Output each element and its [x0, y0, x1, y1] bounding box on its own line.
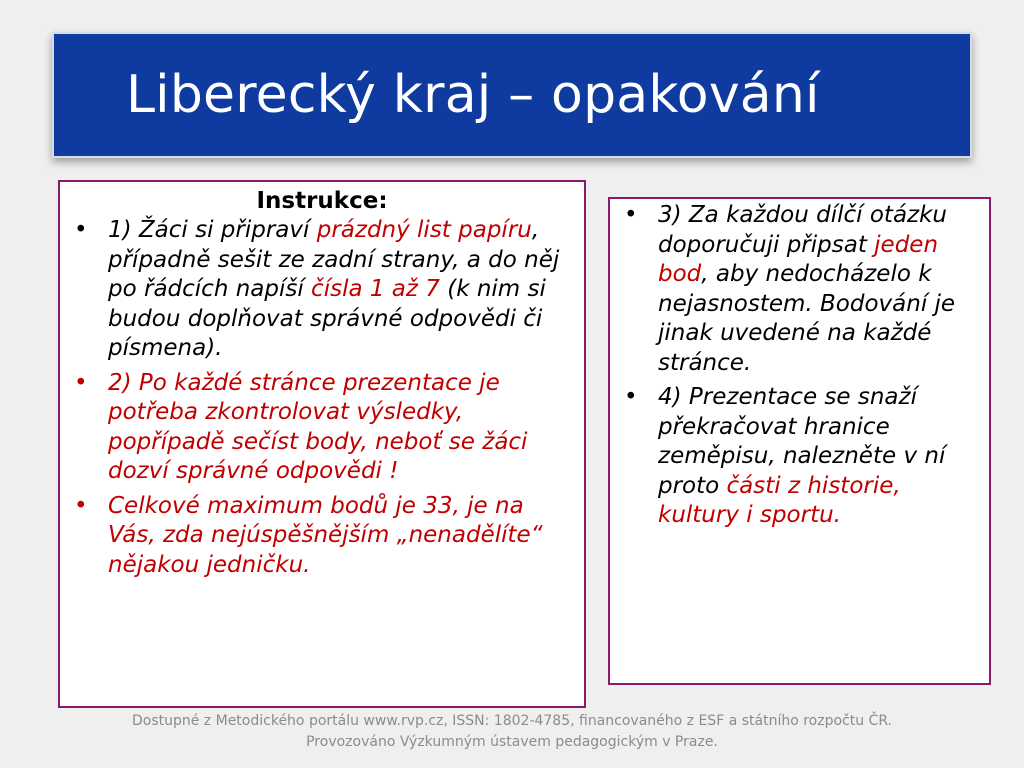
bullet-item	[70, 216, 578, 364]
text-run: 3) Za každou dílčí otázku doporučuji připsat	[658, 202, 948, 258]
instructions-list	[60, 216, 584, 580]
text-run: části z historie, kultury i sportu.	[658, 472, 901, 528]
bullet-marker: •	[74, 217, 88, 243]
text-run: , aby nedocházelo k nejasnostem. Bodování je jinak uvedené na každé stránce.	[658, 261, 956, 376]
bullet-marker: •	[624, 202, 638, 228]
text-run: 2) Po každé stránce prezentace je potřeba zkontrolovat výsledky, popřípadě sečíst body, neboť se žáci dozví správné odpovědi !	[108, 369, 528, 484]
instructions-box	[58, 180, 586, 708]
text-run: (k nim si budou doplňovat správné odpovědi či písmena).	[108, 276, 546, 361]
title-banner	[52, 32, 972, 158]
bullet-marker: •	[74, 369, 88, 396]
text-run: , případně sešit ze zadní strany, a do něj po řádcích napíší	[108, 217, 560, 302]
text-run: jeden bod	[658, 231, 939, 287]
notes-list	[610, 201, 989, 531]
footer-line-2: Provozováno Výzkumným ústavem pedagogickým v Praze.	[306, 734, 718, 750]
text-run: prázdný list papíru	[316, 217, 532, 243]
text-run: 4) Prezentace se snaží překračovat hranice zeměpisu, nalezněte v ní proto	[658, 384, 946, 499]
notes-box	[608, 197, 991, 685]
bullet-marker: •	[74, 492, 88, 519]
text-run: Celkové maximum bodů je 33, je na Vás, zda nejúspěšnějším „nenadělíte“ nějakou jedničku.	[108, 492, 543, 578]
slide-title: Liberecký kraj – opakování	[126, 65, 820, 125]
bullet-item	[70, 492, 578, 581]
bullet-marker: •	[624, 384, 638, 410]
text-run: čísla 1 až 7	[311, 276, 440, 302]
bullet-item	[620, 201, 981, 378]
footer	[0, 711, 1024, 753]
bullet-item	[70, 369, 578, 487]
instructions-heading: Instrukce:	[256, 188, 388, 214]
bullet-item	[620, 383, 981, 531]
footer-line-1: Dostupné z Metodického portálu www.rvp.cz, ISSN: 1802-4785, financovaného z ESF a státního rozpočtu ČR.	[131, 713, 893, 729]
text-run: 1) Žáci si připraví	[108, 217, 317, 243]
